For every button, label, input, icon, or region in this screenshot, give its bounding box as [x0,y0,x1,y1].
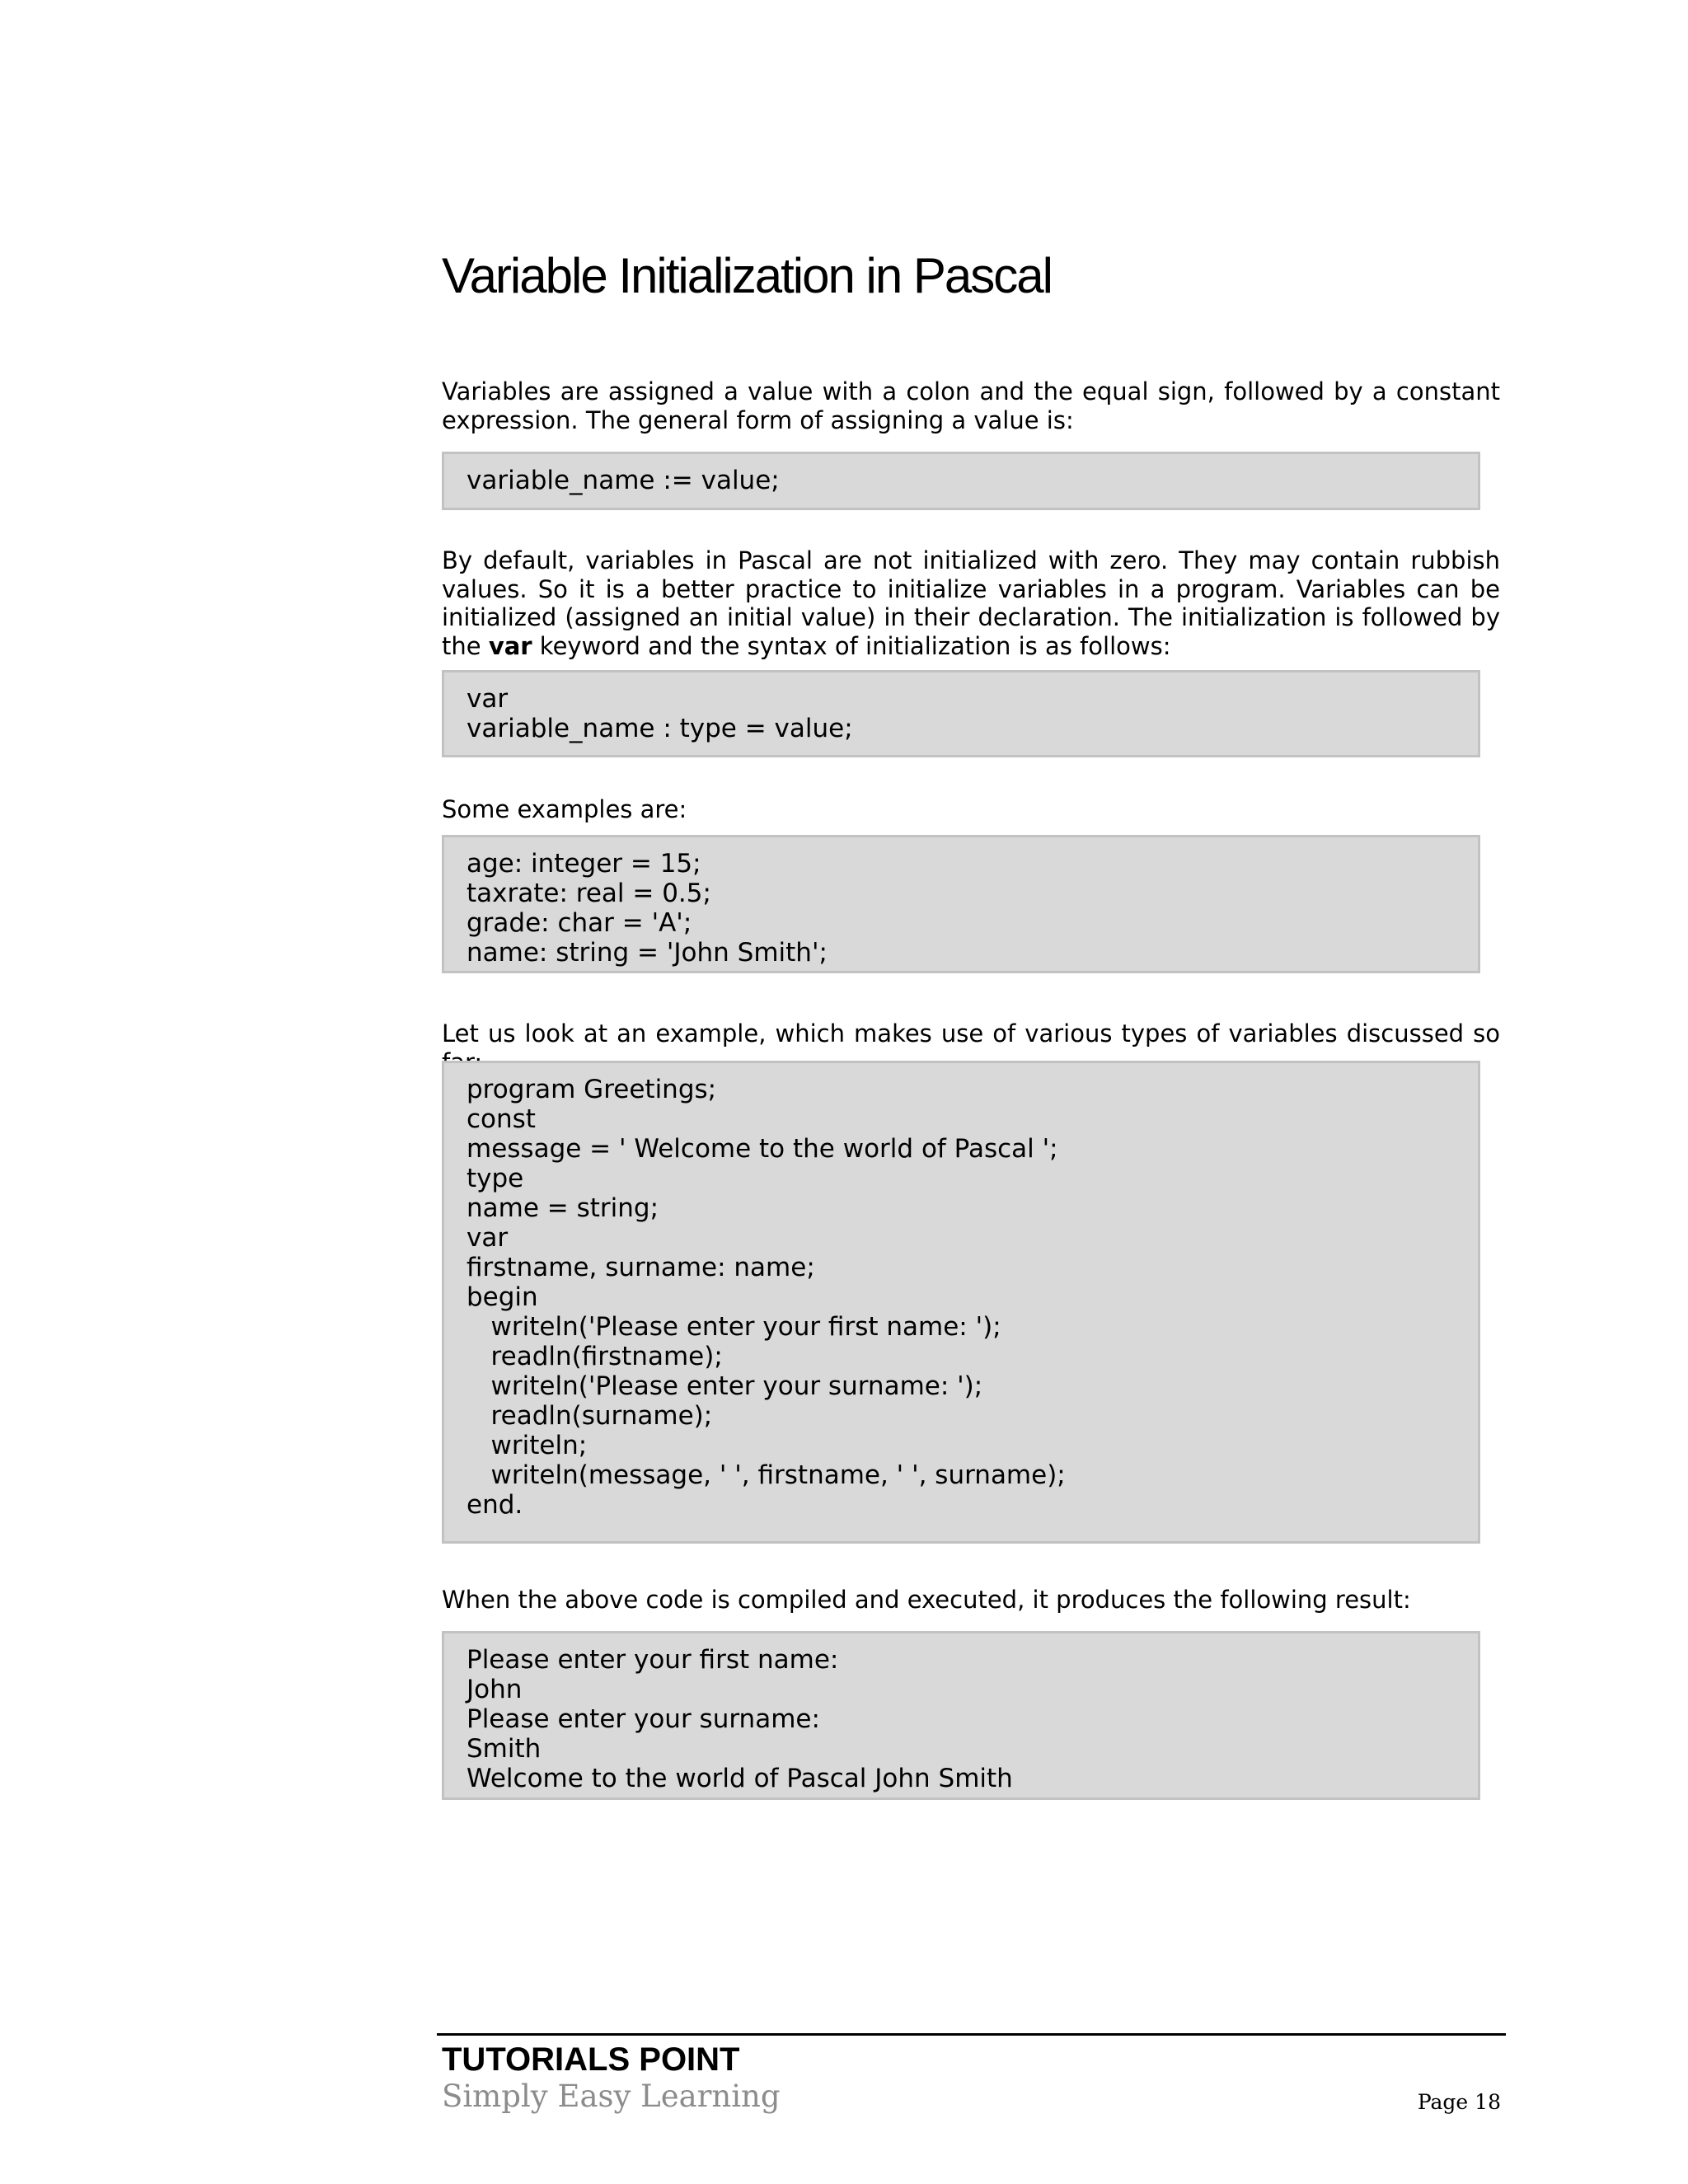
code-line: var [467,1223,509,1253]
footer-brand: TUTORIALS POINT [442,2041,740,2078]
code-line: Welcome to the world of Pascal John Smith [467,1764,1013,1793]
code-block-syntax [442,670,1480,757]
page-number: Page 18 [1417,2090,1501,2114]
initialization-text-after: keyword and the syntax of initialization is as follows: [532,631,1171,660]
code-line: name = string; [467,1193,659,1223]
footer-divider [437,2033,1506,2036]
code-line: writeln('Please enter your surname: '); [467,1371,983,1401]
code-line: message = ' Welcome to the world of Pascal '; [467,1134,1058,1164]
page-title: Variable Initialization in Pascal [442,248,1052,303]
initialization-text-before: By default, variables in Pascal are not initialized with zero. They may contain rubbish values. So it is a better practice to initialize variables in a program. Variables can be initialized (assigned an initial value) in their declaration. The initialization is followed by the [442,546,1500,660]
footer-tagline: Simply Easy Learning [442,2079,781,2114]
code-line: readln(surname); [467,1401,713,1431]
intro-paragraph: Variables are assigned a value with a colon and the equal sign, followed by a constant expression. The general form of assigning a value is: [442,377,1500,434]
code-line: age: integer = 15; [467,849,701,879]
code-line: taxrate: real = 0.5; [467,879,711,908]
code-line: Please enter your first name: [467,1645,839,1675]
code-line: Please enter your surname: [467,1704,820,1734]
code-line: type [467,1164,524,1193]
code-line: grade: char = 'A'; [467,908,692,938]
code-block-program [442,1061,1480,1544]
initialization-paragraph [442,546,1500,660]
code-line: writeln(message, ' ', firstname, ' ', surname); [467,1460,1066,1490]
code-line: writeln; [467,1431,588,1460]
result-intro-paragraph: When the above code is compiled and executed, it produces the following result: [442,1586,1411,1614]
code-line: variable_name := value; [467,466,780,495]
code-line: begin [467,1282,538,1312]
document-page [442,0,1513,2184]
example-intro-paragraph: Let us look at an example, which makes use of various types of variables discussed so [442,1019,1500,1047]
code-line: const [467,1104,536,1134]
code-line: end. [467,1490,523,1520]
code-line: var [467,684,509,714]
code-line: John [467,1675,523,1704]
code-block-examples [442,835,1480,973]
code-block-assignment [442,452,1480,510]
code-line: variable_name : type = value; [467,714,853,743]
code-line: program Greetings; [467,1075,717,1104]
code-line: readln(firstname); [467,1342,723,1371]
var-keyword: var [488,631,532,660]
code-line: writeln('Please enter your first name: '); [467,1312,1001,1342]
code-line: name: string = 'John Smith'; [467,938,828,968]
code-line: firstname, surname: name; [467,1253,815,1282]
code-line: Smith [467,1734,542,1764]
code-block-output [442,1631,1480,1800]
examples-paragraph: Some examples are: [442,795,687,823]
